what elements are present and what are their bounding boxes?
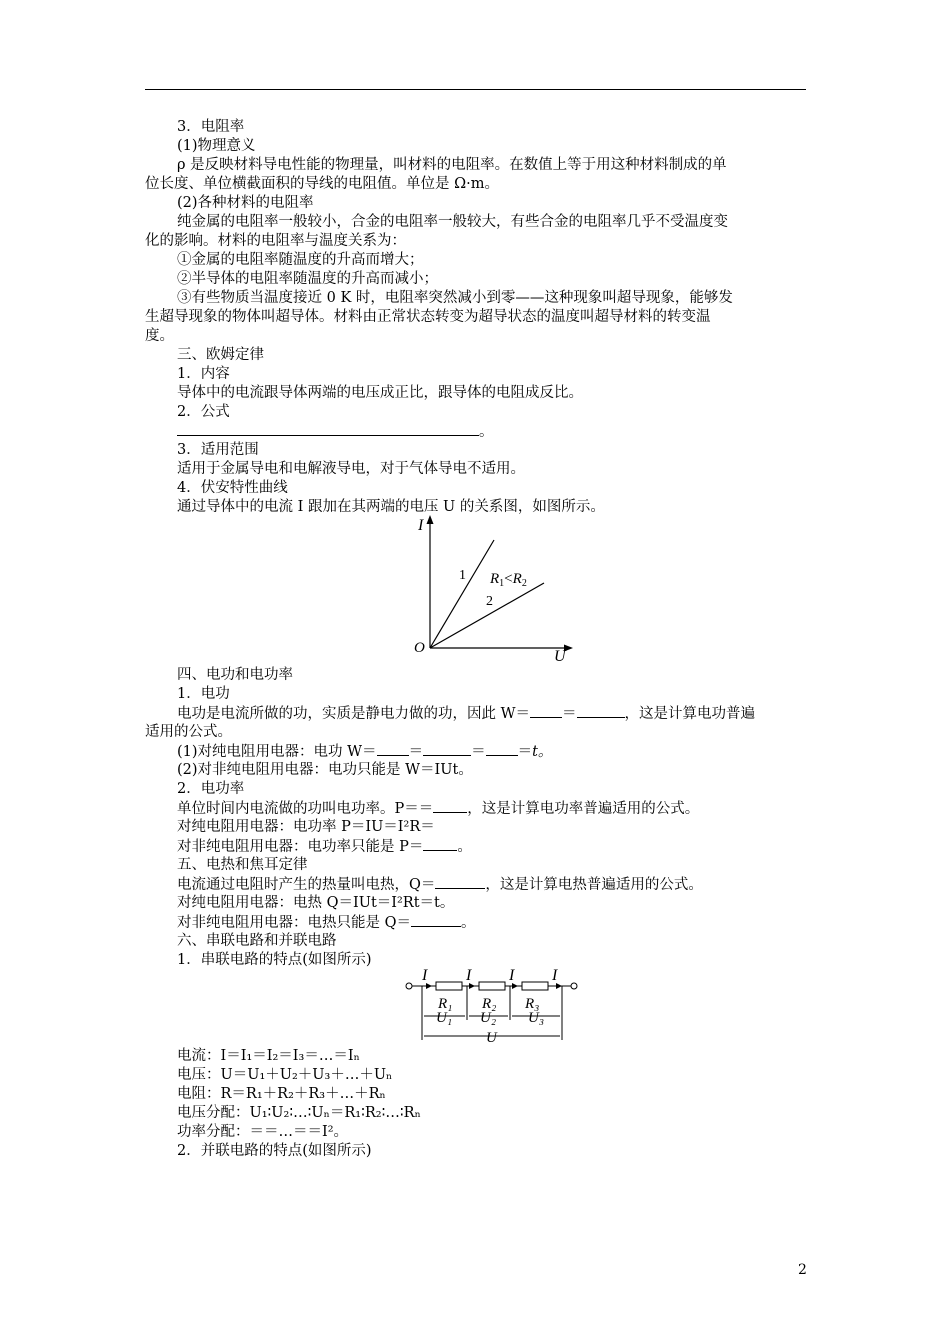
subheading-series: 1．串联电路的特点(如图所示) xyxy=(177,952,372,968)
paragraph-line: 纯金属的电阻率一般较小，合金的电阻率一般较大，有些合金的电阻率几乎不受温度变 xyxy=(177,214,728,230)
section-heading-circuits: 六、串联电路和并联电路 xyxy=(177,933,337,949)
paragraph-line: ρ 是反映材料导电性能的物理量，叫材料的电阻率。在数值上等于用这种材料制成的单 xyxy=(177,157,727,173)
u2-label: U₂ xyxy=(480,1010,497,1026)
series-power-distribution: 功率分配：＝＝…＝＝I²。 xyxy=(177,1124,349,1140)
series-voltage-distribution: 电压分配：U₁∶U₂∶…∶Uₙ＝R₁∶R₂∶…∶Rₙ xyxy=(177,1105,421,1121)
r1-label: R₁ xyxy=(438,996,453,1012)
line-1-label: 1 xyxy=(459,568,466,583)
subheading-materials: (2)各种材料的电阻率 xyxy=(177,195,314,211)
heading-resistivity: 3．电阻率 xyxy=(177,119,245,135)
paragraph-line: 对纯电阻用电器：电功率 P＝IU＝I²R＝ xyxy=(177,819,435,835)
y-axis-label: I xyxy=(418,517,424,534)
current-label: I xyxy=(509,967,515,984)
current-label: I xyxy=(552,967,558,984)
u3-label: U₃ xyxy=(528,1010,545,1026)
current-label: I xyxy=(466,967,472,984)
subheading-iv-curve: 4．伏安特性曲线 xyxy=(177,480,288,496)
paragraph-line: 对非纯电阻用电器：电功率只能是 P＝ 。 xyxy=(177,839,472,855)
r2-label: R₂ xyxy=(482,996,497,1012)
paragraph-line: 电流通过电阻时产生的热量叫电热，Q＝ ，这是计算电热普遍适用的公式。 xyxy=(177,877,703,893)
section-heading-ohm: 三、欧姆定律 xyxy=(177,347,264,363)
page-number: 2 xyxy=(798,1262,807,1278)
subheading-scope: 3．适用范围 xyxy=(177,442,259,458)
subheading-content: 1．内容 xyxy=(177,366,230,382)
paragraph-line: 适用于金属导电和电解液导电，对于气体导电不适用。 xyxy=(177,461,525,477)
subheading-physical-meaning: (1)物理意义 xyxy=(177,138,256,154)
paragraph-line: 电功是电流所做的功，实质是静电力做的功，因此 W＝ ＝ ，这是计算电功普遍 xyxy=(177,706,756,722)
paragraph-line: 对纯电阻用电器：电热 Q＝IUt＝I²Rt＝t。 xyxy=(177,895,455,911)
series-voltage: 电压：U＝U₁＋U₂＋U₃＋…＋Uₙ xyxy=(177,1067,393,1083)
r3-label: R₃ xyxy=(525,996,540,1012)
subheading-power: 2．电功率 xyxy=(177,781,245,797)
paragraph-line: 单位时间内电流做的功叫电功率。P＝＝ ，这是计算电功率普遍适用的公式。 xyxy=(177,801,700,817)
paragraph-line: (2)对非纯电阻用电器：电功只能是 W＝IUt。 xyxy=(177,762,473,778)
series-resistance: 电阻：R＝R₁＋R₂＋R₃＋…＋Rₙ xyxy=(177,1086,386,1102)
u1-label: U₁ xyxy=(436,1010,453,1026)
list-item: ①金属的电阻率随温度的升高而增大； xyxy=(177,252,424,268)
series-current: 电流：I＝I₁＝I₂＝I₃＝…＝Iₙ xyxy=(177,1048,360,1064)
list-item: ③有些物质当温度接近 0 K 时，电阻率突然减小到零——这种现象叫超导现象，能够发 xyxy=(177,290,733,306)
list-item: ②半导体的电阻率随温度的升高而减小； xyxy=(177,271,438,287)
paragraph-line: 对非纯电阻用电器：电热只能是 Q＝ 。 xyxy=(177,915,476,931)
paragraph-line: 导体中的电流跟导体两端的电压成正比，跟导体的电阻成反比。 xyxy=(177,385,583,401)
paragraph-line: 生超导现象的物体叫超导体。材料由正常状态转变为超导状态的温度叫超导材料的转变温 xyxy=(145,309,711,325)
paragraph-line: (1)对纯电阻用电器：电功 W＝ ＝ ＝ ＝t。 xyxy=(177,744,553,760)
x-axis-label: U xyxy=(554,648,566,664)
line-2-label: 2 xyxy=(486,594,493,609)
subheading-parallel: 2．并联电路的特点(如图所示) xyxy=(177,1143,372,1159)
iv-curve-figure xyxy=(408,512,578,664)
origin-label: O xyxy=(414,640,425,656)
paragraph-line: 通过导体中的电流 I 跟加在其两端的电压 U 的关系图，如图所示。 xyxy=(177,499,605,515)
paragraph-line: 位长度、单位横截面积的导线的电阻值。单位是 Ω·m。 xyxy=(145,176,499,192)
formula-blank-line: 。 xyxy=(145,422,839,442)
u-total-label: U xyxy=(486,1030,497,1046)
subheading-formula: 2．公式 xyxy=(177,404,230,420)
section-heading-joule: 五、电热和焦耳定律 xyxy=(177,857,308,873)
paragraph-line: 适用的公式。 xyxy=(145,724,232,740)
section-heading-power: 四、电功和电功率 xyxy=(177,667,293,683)
series-circuit-figure xyxy=(400,964,590,1046)
current-label: I xyxy=(422,967,428,984)
header-rule xyxy=(145,89,806,90)
paragraph-line: 化的影响。材料的电阻率与温度关系为： xyxy=(145,233,406,249)
relation-label: $R_1<R_2$ xyxy=(490,571,527,589)
paragraph-line: 度。 xyxy=(145,328,174,344)
subheading-work: 1．电功 xyxy=(177,686,230,702)
